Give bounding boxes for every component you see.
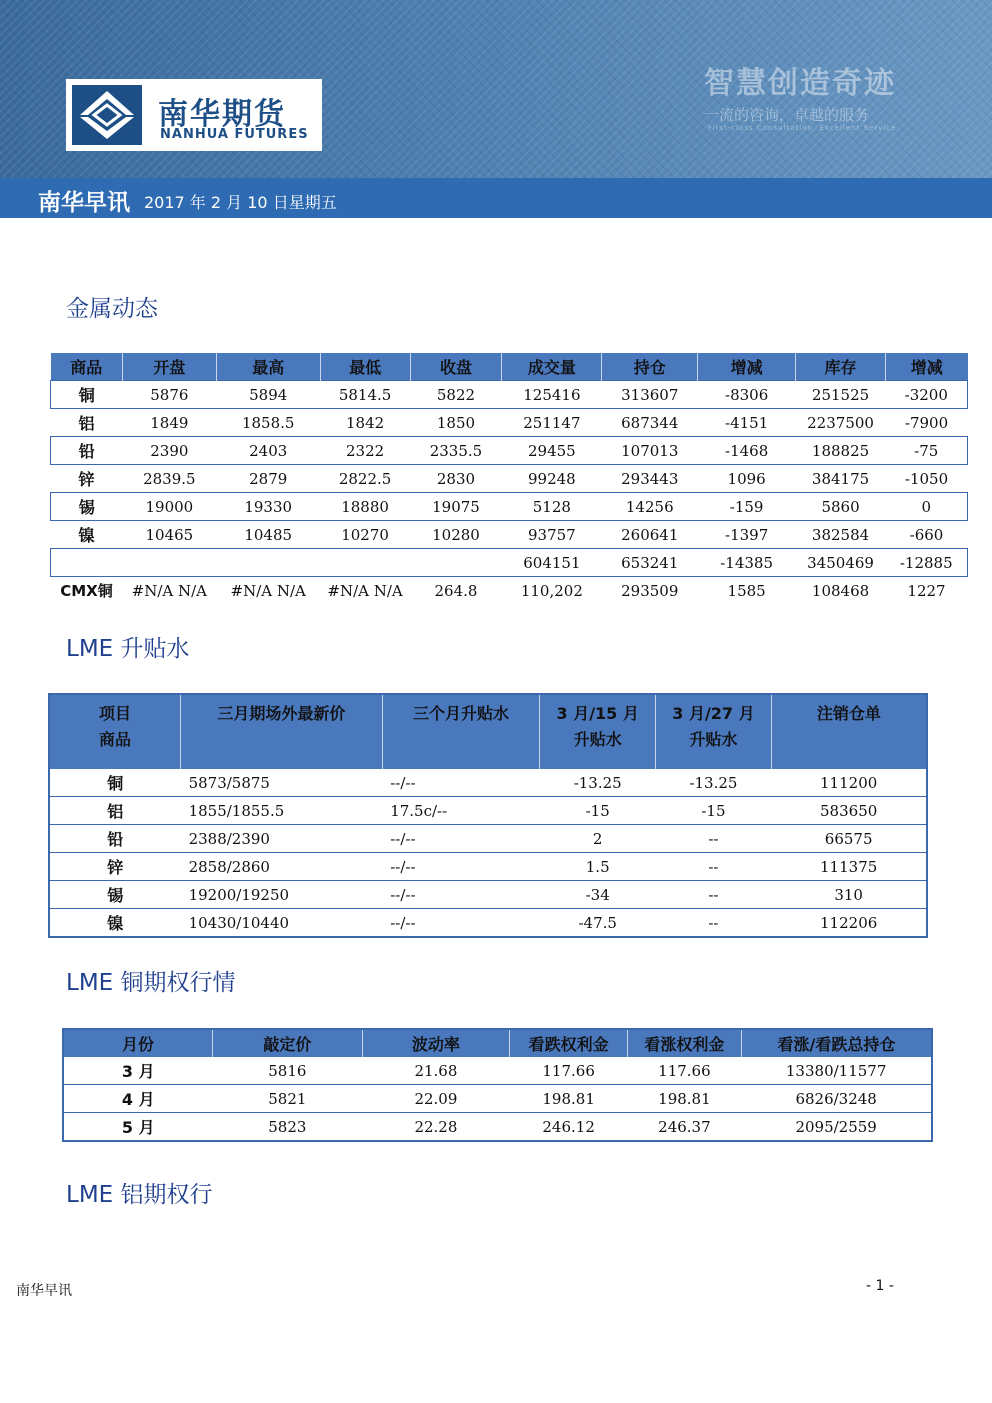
table-cell: 293443 [621,469,679,488]
table-cell: -13.25 [656,769,772,797]
table-cell: 5860 [796,493,886,521]
table-cell: 117.66 [510,1057,628,1085]
company-logo [66,79,322,151]
table-cell: -1050 [904,469,949,488]
table-cell: 260641 [621,525,679,544]
table-cell: 2095/2559 [741,1113,932,1142]
table-cell: --/-- [382,825,540,853]
table-cell: 2822.5 [338,469,392,488]
header-cell: 敲定价 [213,1029,363,1057]
table-row [63,1057,932,1085]
header-cell: 增减 [698,353,796,381]
table-cell: -159 [698,493,796,521]
header-cell: 3 月/27 月 升贴水 [656,694,772,769]
commodity-cell: 铝 [49,797,181,825]
table-cell: 5821 [213,1085,363,1113]
table-cell: 1842 [345,413,385,432]
table-cell: 107013 [602,437,698,465]
table-cell: 384175 [811,469,870,488]
table-cell: -1397 [725,525,769,544]
table-row [51,437,968,465]
commodity-cell: 镍 [78,526,95,545]
table-cell: 93757 [528,525,576,544]
table-cell: --/-- [382,769,540,797]
table-cell: 6826/3248 [741,1085,932,1113]
table-cell: 2322 [320,437,410,465]
table-cell: 117.66 [628,1057,742,1085]
table-cell: -- [656,825,772,853]
section-title-lme-premium: LME 升贴水 [66,636,190,662]
table-row [49,881,927,909]
table-cell: 111375 [771,853,927,881]
table-cell: 14256 [602,493,698,521]
table-cell: 2879 [249,469,288,488]
table-row [51,409,968,437]
commodity-cell: 锌 [49,853,181,881]
table-cell: 198.81 [510,1085,628,1113]
table-cell: 5873/5875 [181,769,383,797]
slogan-main: 智慧创造奇迹 [704,66,896,101]
metals-table [50,353,968,604]
commodity-cell: CMX铜 [60,582,113,600]
table-cell: -4151 [725,413,769,432]
table-row [51,465,968,493]
footer-report-name: 南华早讯 [16,1283,72,1299]
table-cell: 5894 [216,381,320,409]
header-cell: 项目 商品 [49,694,181,769]
commodity-cell: 镍 [49,909,181,938]
cmx-row [51,577,968,605]
table-cell: 19330 [216,493,320,521]
table-cell: 2237500 [807,413,874,432]
month-cell: 3 月 [63,1057,213,1085]
table-cell: 111200 [771,769,927,797]
table-cell: -- [656,881,772,909]
table-cell: 17.5c/-- [382,797,540,825]
table-row [51,381,968,409]
table-cell: 29455 [502,437,602,465]
table-cell: 19200/19250 [181,881,383,909]
table-cell: 653241 [602,549,698,577]
slogan-english: First-class Consultation, Excellent Service [708,124,897,132]
table-cell: -15 [540,797,656,825]
table-cell: 293509 [621,581,679,600]
table-cell: 18880 [320,493,410,521]
table-row [49,769,927,797]
table-cell: #N/A N/A [327,581,403,600]
slogan-sub: 一流的咨询，卓越的服务 [704,106,870,124]
table-cell: -7900 [904,413,949,432]
table-row [49,797,927,825]
table-header-row [51,353,968,381]
table-cell: 112206 [771,909,927,938]
table-row [63,1085,932,1113]
table-cell: -14385 [698,549,796,577]
table-cell: --/-- [382,909,540,938]
table-cell: 10280 [432,525,480,544]
table-cell: 604151 [502,549,602,577]
table-cell: 687344 [621,413,679,432]
table-row [49,909,927,938]
header-cell: 波动率 [362,1029,510,1057]
commodity-cell: 铅 [51,437,123,465]
table-cell: 1858.5 [241,413,295,432]
header-cell: 库存 [796,353,886,381]
report-date: 2017 年 2 月 10 日星期五 [144,193,337,212]
table-cell: --/-- [382,853,540,881]
table-cell: 2403 [216,437,320,465]
commodity-cell: 锡 [49,881,181,909]
table-cell: --/-- [382,881,540,909]
commodity-cell: 锡 [51,493,123,521]
logo-chinese-name: 南华期货 [158,97,286,132]
table-cell: 2858/2860 [181,853,383,881]
table-cell: 10485 [244,525,293,544]
header-cell: 3 月/15 月 升贴水 [540,694,656,769]
section-title-metals: 金属动态 [66,296,158,322]
table-cell: 2390 [122,437,216,465]
header-cell: 三个月升贴水 [382,694,540,769]
table-cell: 19075 [410,493,502,521]
table-cell: 382584 [811,525,870,544]
table-cell: 110,202 [520,581,583,600]
table-cell: 1850 [436,413,476,432]
page-number: - 1 - [866,1278,894,1294]
table-cell: 1227 [907,581,946,600]
table-cell: 21.68 [362,1057,510,1085]
table-cell: 198.81 [628,1085,742,1113]
header-cell: 最高 [216,353,320,381]
table-cell: 2839.5 [143,469,196,488]
table-cell: -3200 [886,381,968,409]
logo-english-name: NANHUA FUTURES [160,127,309,142]
report-title-bar [0,178,992,218]
table-cell: 5823 [213,1113,363,1142]
table-cell: #N/A N/A [230,581,306,600]
month-cell: 4 月 [63,1085,213,1113]
table-cell: 1.5 [540,853,656,881]
section-title-lme-aluminum-options: LME 铝期权行 [66,1182,213,1208]
table-cell: 10270 [341,525,389,544]
table-cell: 19000 [122,493,216,521]
table-cell: 313607 [602,381,698,409]
table-cell: -15 [656,797,772,825]
header-cell: 三月期场外最新价 [181,694,383,769]
table-cell: 66575 [771,825,927,853]
header-cell: 看跌权利金 [510,1029,628,1057]
table-cell: 264.8 [434,581,478,600]
table-cell: 251147 [523,413,581,432]
month-cell: 5 月 [63,1113,213,1142]
table-cell: -- [656,909,772,938]
table-cell: 10465 [145,525,194,544]
table-cell: 22.09 [362,1085,510,1113]
table-cell: #N/A N/A [131,581,208,600]
total-label-cell [51,549,502,577]
commodity-cell: 铜 [51,381,123,409]
table-row [49,825,927,853]
table-cell: 310 [771,881,927,909]
table-cell: -75 [886,437,968,465]
table-cell: 2 [540,825,656,853]
header-cell: 持仓 [602,353,698,381]
table-cell: 251525 [796,381,886,409]
lme-premium-table [48,693,928,938]
table-cell: 2388/2390 [181,825,383,853]
table-cell: 0 [886,493,968,521]
table-row [51,493,968,521]
table-row [49,853,927,881]
table-cell: 3450469 [796,549,886,577]
table-cell: 10430/10440 [181,909,383,938]
table-cell: 2830 [436,469,476,488]
table-cell: 1585 [727,581,766,600]
table-cell: -1468 [698,437,796,465]
total-row [51,549,968,577]
lme-copper-options-table [62,1028,933,1142]
table-cell: 13380/11577 [741,1057,932,1085]
table-cell: 2335.5 [410,437,502,465]
table-header-row [49,694,927,769]
table-cell: -12885 [886,549,968,577]
header-cell: 开盘 [122,353,216,381]
header-cell: 注销仓单 [771,694,927,769]
section-title-lme-copper-options: LME 铜期权行情 [66,970,236,996]
table-cell: 188825 [796,437,886,465]
header-cell: 增减 [886,353,968,381]
table-cell: -660 [909,525,944,544]
header-cell: 收盘 [410,353,502,381]
table-header-row [63,1029,932,1057]
table-cell: 1096 [727,469,766,488]
commodity-cell: 锌 [78,470,95,489]
report-name: 南华早讯 [38,190,130,216]
table-cell: 108468 [811,581,870,600]
table-cell: 5816 [213,1057,363,1085]
table-cell: -8306 [698,381,796,409]
table-cell: -47.5 [540,909,656,938]
table-cell: 22.28 [362,1113,510,1142]
table-cell: 583650 [771,797,927,825]
logo-mark-icon [72,85,142,145]
header-cell: 成交量 [502,353,602,381]
table-cell: 5814.5 [320,381,410,409]
header-cell: 月份 [63,1029,213,1057]
table-cell: 5822 [410,381,502,409]
table-cell: 5876 [122,381,216,409]
header-cell: 最低 [320,353,410,381]
table-row [51,521,968,549]
commodity-cell: 铅 [49,825,181,853]
header-cell: 看涨/看跌总持仓 [741,1029,932,1057]
table-cell: -- [656,853,772,881]
table-cell: 1855/1855.5 [181,797,383,825]
table-cell: 246.37 [628,1113,742,1142]
table-cell: 5128 [502,493,602,521]
table-cell: 1849 [150,413,189,432]
header-cell: 看涨权利金 [628,1029,742,1057]
commodity-cell: 铝 [78,414,95,433]
table-cell: -13.25 [540,769,656,797]
table-cell: -34 [540,881,656,909]
table-cell: 125416 [502,381,602,409]
table-row [63,1113,932,1142]
table-cell: 99248 [528,469,576,488]
commodity-cell: 铜 [49,769,181,797]
header-banner [0,0,992,178]
table-cell: 246.12 [510,1113,628,1142]
header-cell: 商品 [51,353,123,381]
